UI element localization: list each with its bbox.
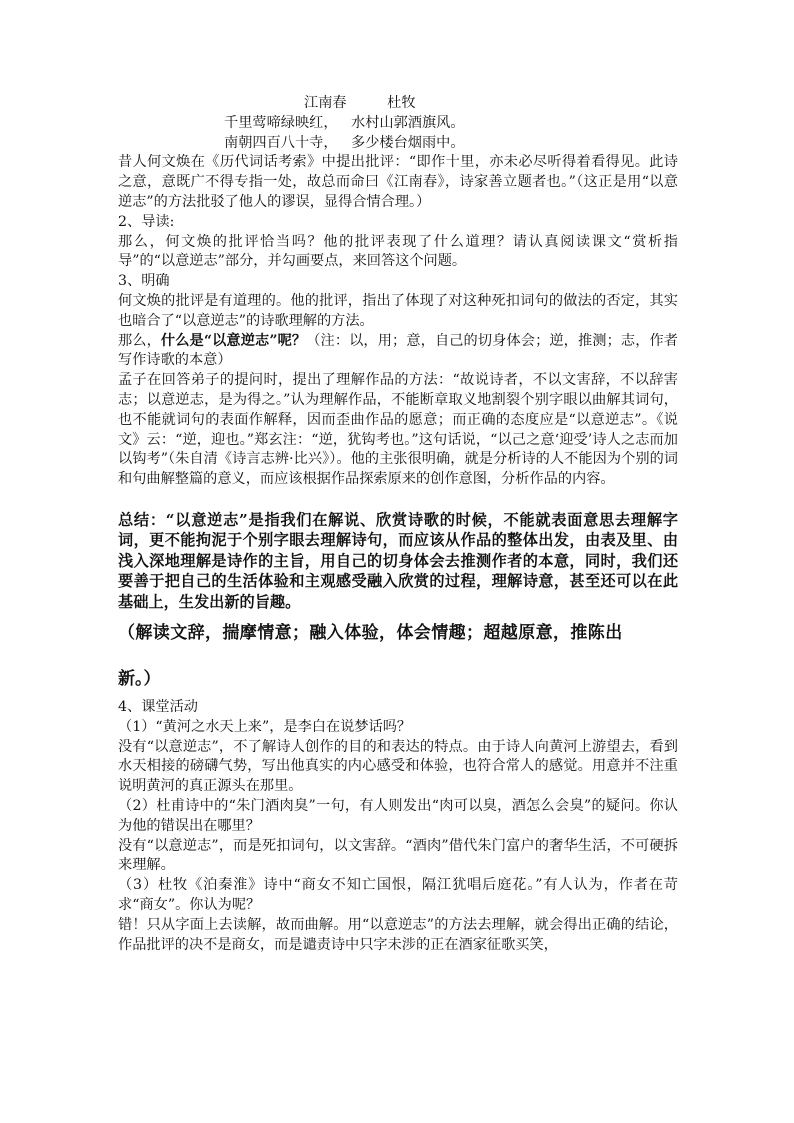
spacer [118, 490, 678, 510]
section-3-paragraph-1: 何文焕的批评是有道理的。他的批评，指出了体现了对这种死扣词句的做法的否定，其实也暗合了“以意逆志”的诗歌理解的方法。 [118, 292, 678, 329]
section-4-heading: 4、课堂活动 [118, 698, 198, 715]
answer-2: 没有“以意逆志”，而是死扣词句，以文害辞。“酒肉”借代朱门富户的奢华生活，不可硬拆来理解。 [118, 837, 678, 874]
motto-line-1: （解读文辞，揣摩情意；融入体验，体会情趣；超越原意，推陈出 [118, 622, 623, 643]
answer-1: 没有“以意逆志”，不了解诗人创作的目的和表达的特点。由于诗人向黄河上游望去，看到水天相接的磅礴气势，写出他真实的内心感受和体验，也符合常人的感觉。用意并不注重说明黄河的真正源头在那里。 [118, 738, 678, 795]
section-3-paragraph-2 [118, 332, 678, 372]
poem-title: 江南春 杜牧 [304, 95, 416, 111]
answer-3: 错！只从字面上去读解，故而曲解。用“以意逆志”的方法去理解，就会得出正确的结论，作品批评的决不是商女，而是谴责诗中只字未涉的正在酒家征歌买笑， [118, 916, 678, 953]
motto-line-2: 新。） [118, 668, 161, 689]
question-1: （1）“黄河之水天上来”，是李白在说梦话吗？ [118, 718, 412, 735]
poem-line-2: 南朝四百八十寺， 多少楼台烟雨中。 [224, 134, 465, 151]
poem-line-1: 千里莺啼绿映红， 水村山郭酒旗风。 [224, 114, 465, 131]
question-2: （2）杜甫诗中的“朱门酒肉臭”一句，有人则发出“肉可以臭，酒怎么会臭”的疑问。你认为他的错误出在哪里？ [118, 797, 678, 834]
p2-bold-question: 什么是“以意逆志”呢？ [160, 332, 307, 349]
section-3-heading: 3、明确 [118, 273, 170, 290]
section-2-text: 那么，何文焕的批评恰当吗？他的批评表现了什么道理？请认真阅读课文“赏析指导”的“以意逆志”部分，并勾画要点，来回答这个问题。 [118, 233, 678, 270]
intro-paragraph: 昔人何文焕在《历代词话考索》中提出批评：“即作十里，亦未必尽听得着看得见。此诗之意，意既广不得专指一处，故总而命曰《江南春》，诗家善立题者也。”（这正是用“以意逆志”的方法批驳了他人的谬误，显得合情合理。） [118, 154, 678, 210]
section-2-heading: 2、导读: [118, 213, 175, 230]
document-page [118, 94, 678, 955]
question-3: （3）杜牧《泊秦淮》诗中“商女不知亡国恨，隔江犹唱后庭花。”有人认为，作者在苛求“商女”。你认为呢？ [118, 877, 678, 913]
p2-lead: 那么， [118, 332, 161, 349]
section-3-paragraph-3: 孟子在回答弟子的提问时，提出了理解作品的方法：“故说诗者，不以文害辞，不以辞害志；以意逆志，是为得之。”认为理解作品，不能断章取义地割裂个别字眼以曲解其词句，也不能就词句的表面作解释，因而歪曲作品的愿意；而正确的态度应是“以意逆志”。《说文》云：“逆，迎也。”郑玄注：“逆，犹钩考也。”这句话说，“以己之意‘迎受’诗人之志而加以钩考”（朱自清《诗言志辨·比兴》）。他的主张很明确，就是分析诗的人不能因为个别的词和句曲解整篇的意义，而应该根据作品探索原来的创作意图，分析作品的内容。 [118, 372, 678, 488]
summary-paragraph: 总结：“以意逆志”是指我们在解说、欣赏诗歌的时候，不能就表面意思去理解字词，更不能拘泥于个别字眼去理解诗句，而应该从作品的整体出发，由表及里、由浅入深地理解是诗作的主旨，用自己的切身体会去推测作者的本意，同时，我们还要善于把自己的生活体验和主观感受融入欣赏的过程，理解诗意，甚至还可以在此基础上，生发出新的旨趣。 [118, 510, 678, 611]
p2-note: （注：以，用；意，自己的切身体会；逆，推测；志，作者写作诗歌的本意） [118, 332, 678, 369]
